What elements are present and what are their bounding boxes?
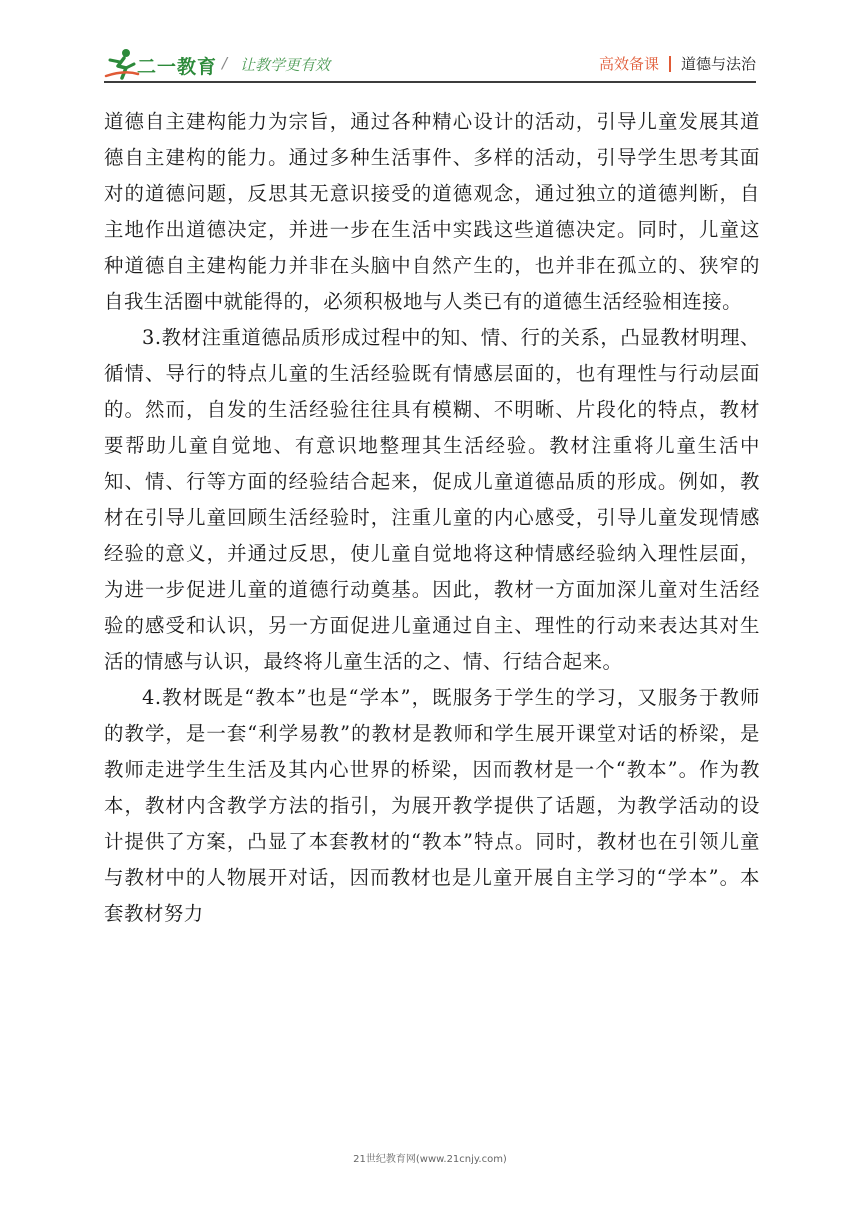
header-separator: /	[222, 54, 228, 72]
category-label: 高效备课	[598, 55, 659, 73]
header-rule	[104, 81, 756, 83]
page-header	[0, 0, 860, 95]
logo-text: 二一教育	[137, 56, 218, 78]
header-divider	[669, 56, 671, 72]
page-footer: 21世纪教育网(www.21cnjy.com)	[353, 1154, 507, 1165]
paragraph-continuation: 道德自主建构能力为宗旨，通过各种精心设计的活动，引导儿童发展其道德自主建构的能力。通过多种生活事件、多样的活动，引导学生思考其面对的道德问题，反思其无意识接受的道德观念，通过独立的道德判断，自主地作出道德决定，并进一步在生活中实践这些道德决定。同时，儿童这种道德自主建构能力并非在头脑中自然产生的，也并非在孤立的、狭窄的自我生活圈中就能得的，必须积极地与人类已有的道德生活经验相连接。	[104, 110, 760, 313]
header-slogan: 让教学更有效	[240, 56, 331, 74]
header-meta	[599, 53, 756, 74]
subject-label: 道德与法治	[680, 55, 756, 73]
paragraph-point-4: 4.教材既是“教本”也是“学本”，既服务于学生的学习，又服务于教师的教学，是一套“利学易教”的教材是教师和学生展开课堂对话的桥梁，是教师走进学生生活及其内心世界的桥梁，因而教材是一个“教本”。作为教本，教材内含教学方法的指引，为展开教学提供了话题，为教学活动的设计提供了方案，凸显了本套教材的“教本”特点。同时，教材也在引领儿童与教材中的人物展开对话，因而教材也是儿童开展自主学习的“学本”。本套教材努力	[104, 686, 760, 925]
document-body	[104, 104, 760, 932]
paragraph-point-3: 3.教材注重道德品质形成过程中的知、情、行的关系，凸显教材明理、循情、导行的特点儿童的生活经验既有情感层面的，也有理性与行动层面的。然而，自发的生活经验往往具有模糊、不明晰、片段化的特点，教材要帮助儿童自觉地、有意识地整理其生活经验。教材注重将儿童生活中知、情、行等方面的经验结合起来，促成儿童道德品质的形成。例如，教材在引导儿童回顾生活经验时，注重儿童的内心感受，引导儿童发现情感经验的意义，并通过反思，使儿童自觉地将这种情感经验纳入理性层面，为进一步促进儿童的道德行动奠基。因此，教材一方面加深儿童对生活经验的感受和认识，另一方面促进儿童通过自主、理性的行动来表达其对生活的情感与认识，最终将儿童生活的之、情、行结合起来。	[104, 326, 760, 673]
